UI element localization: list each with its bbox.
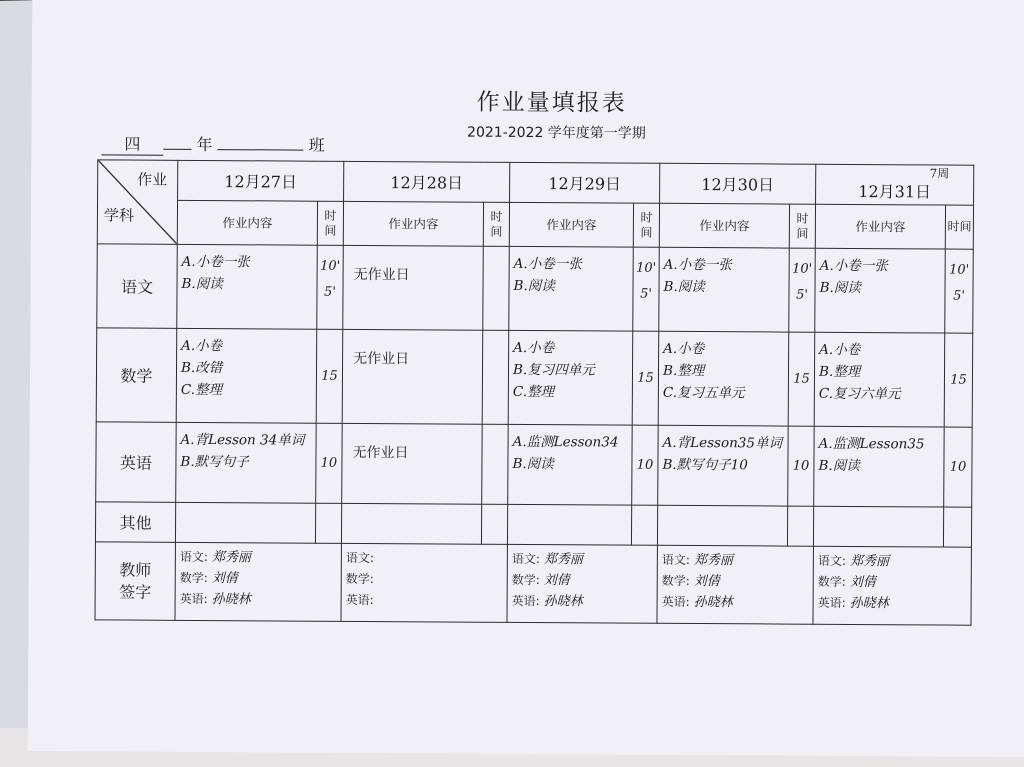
form-sheet: [28, 0, 1024, 757]
chinese-time-day-5: 10' 5': [945, 249, 974, 333]
sig-label-english: 英语:: [661, 594, 690, 609]
date-header-day-2: 12月28日: [344, 161, 510, 202]
sig-label-chinese: 语文:: [179, 549, 208, 565]
signature-cell-day-1: [175, 542, 341, 621]
other-content-day-2: [341, 503, 481, 544]
teacher-label: 教师: [119, 559, 152, 580]
other-content-day-5: [814, 506, 944, 547]
grade-field: 四: [101, 131, 163, 155]
signature-cell-day-4: [657, 545, 813, 624]
math-time-day-4: 15: [788, 332, 815, 426]
math-teacher-signature: 刘倩: [849, 574, 876, 591]
sig-label-chinese: 语文:: [511, 551, 540, 567]
sig-label-math: 数学:: [179, 570, 208, 586]
content-header: 作业内容: [177, 200, 317, 245]
sig-label-math: 数学:: [511, 572, 540, 588]
other-time-day-5: [944, 507, 972, 547]
sig-label-chinese: 语文:: [817, 553, 847, 568]
form-subtitle: 2021-2022 学年度第一学期: [467, 124, 646, 142]
subject-chinese: 语文: [97, 244, 178, 328]
math-time-day-5: 15: [944, 333, 973, 427]
math-teacher-signature: 刘倩: [211, 571, 238, 587]
time-header: 时间: [945, 205, 973, 249]
math-teacher-signature: 刘倩: [543, 573, 570, 589]
math-content-day-2: 无作业日: [342, 329, 483, 424]
math-time-day-1: 15: [316, 329, 343, 423]
other-time-day-1: [315, 503, 341, 543]
table-row-english: [96, 422, 973, 507]
grade-field-tail: [163, 149, 191, 150]
english-content-day-3: A.监测Lesson34 B.阅读: [508, 424, 632, 505]
sig-label-chinese: 语文:: [661, 552, 690, 567]
content-header: 作业内容: [509, 202, 633, 247]
chinese-content-day-1: A.小卷一张 B.阅读: [177, 244, 318, 329]
corner-homework-label: 作业: [137, 170, 168, 189]
signature-label: 签字: [119, 581, 152, 602]
class-unit: 班: [308, 135, 325, 155]
homework-table: [94, 159, 974, 625]
date-row: [98, 160, 974, 205]
time-header: 时间: [789, 204, 815, 248]
math-content-day-1: A.小卷 B.改错 C.整理: [176, 328, 317, 423]
chinese-time-day-1: 10' 5': [317, 245, 344, 329]
other-time-day-4: [787, 506, 813, 546]
english-content-day-1: A.背Lesson 34单词 B.默写句子: [176, 422, 316, 503]
chinese-teacher-signature: 郑秀丽: [543, 552, 583, 568]
class-line: [101, 131, 324, 156]
sig-label-math: 数学:: [345, 571, 374, 587]
chinese-time-day-2: [483, 246, 510, 330]
other-time-day-3: [631, 505, 657, 545]
content-header: 作业内容: [343, 201, 483, 246]
class-number-field: [218, 149, 304, 151]
other-content-day-1: [175, 502, 315, 543]
date-header-day-4: 12月30日: [660, 163, 816, 204]
other-time-day-2: [481, 504, 507, 544]
time-header: 时间: [633, 203, 659, 247]
sig-label-chinese: 语文:: [345, 550, 374, 566]
content-header: 作业内容: [659, 203, 789, 248]
corner-header: [97, 160, 178, 244]
date-header-day-5: [816, 164, 974, 205]
corner-subject-label: 学科: [103, 206, 135, 225]
date-header-day-5-text: 12月31日: [858, 182, 932, 202]
table-row-other: [95, 502, 971, 547]
english-teacher-signature: 孙晓林: [543, 594, 583, 610]
column-header-row: [97, 200, 973, 249]
time-header: 时间: [317, 201, 343, 245]
signature-cell-day-5: [813, 546, 971, 625]
english-time-day-4: 10: [788, 426, 815, 506]
subject-math: 数学: [96, 328, 177, 422]
week-number: 7周: [929, 166, 950, 181]
math-content-day-3: A.小卷 B.复习四单元 C.整理: [508, 330, 633, 425]
date-header-day-3: 12月29日: [510, 162, 660, 203]
form-title: 作业量填报表: [476, 89, 627, 117]
subject-english: 英语: [96, 422, 176, 502]
chinese-content-day-2: 无作业日: [343, 245, 484, 330]
english-teacher-signature: 孙晓林: [211, 592, 251, 608]
english-time-day-5: 10: [944, 427, 973, 507]
sig-label-english: 英语:: [817, 595, 846, 610]
grade-unit: 年: [196, 134, 213, 155]
chinese-content-day-5: A.小卷一张 B.阅读: [815, 248, 946, 333]
table-row-math: [96, 328, 973, 427]
english-time-day-3: 10: [632, 425, 659, 505]
english-content-day-4: A.背Lesson35单词 B.默写句子10: [658, 425, 788, 506]
english-teacher-signature: 孙晓林: [849, 595, 889, 612]
other-content-day-3: [507, 504, 631, 545]
english-teacher-signature: 孙晓林: [693, 595, 733, 611]
table-row-chinese: [97, 244, 974, 333]
math-time-day-3: 15: [632, 331, 659, 425]
math-teacher-signature: 刘倩: [693, 574, 720, 590]
signature-cell-day-3: [507, 544, 657, 623]
sig-label-english: 英语:: [345, 592, 374, 608]
math-content-day-5: A.小卷 B.整理 C.复习六单元: [814, 332, 945, 427]
sig-label-math: 数学:: [817, 574, 846, 589]
chinese-content-day-4: A.小卷一张 B.阅读: [659, 247, 790, 332]
table-row-teacher-signature: [95, 542, 972, 625]
teacher-signature-header: [95, 542, 175, 620]
content-header: 作业内容: [815, 204, 945, 249]
chinese-time-day-4: 10' 5': [789, 248, 816, 332]
english-content-day-2: 无作业日: [342, 423, 482, 504]
chinese-teacher-signature: 郑秀丽: [211, 550, 251, 566]
english-content-day-5: A.监测Lesson35 B.阅读: [814, 426, 944, 507]
subject-other: 其他: [95, 502, 175, 542]
chinese-content-day-3: A.小卷一张 B.阅读: [509, 246, 634, 331]
sig-label-english: 英语:: [179, 591, 208, 607]
english-time-day-1: 10: [316, 423, 343, 503]
chinese-teacher-signature: 郑秀丽: [849, 553, 890, 570]
time-header: 时间: [483, 202, 509, 246]
chinese-time-day-3: 10' 5': [633, 247, 660, 331]
sig-label-english: 英语:: [511, 593, 540, 609]
signature-cell-day-2: [341, 543, 507, 622]
date-header-day-1: 12月27日: [178, 160, 344, 201]
math-time-day-2: [482, 330, 509, 424]
other-content-day-4: [657, 505, 787, 546]
english-time-day-2: [482, 424, 509, 504]
math-content-day-4: A.小卷 B.整理 C.复习五单元: [658, 331, 789, 426]
sig-label-math: 数学:: [661, 573, 690, 588]
chinese-teacher-signature: 郑秀丽: [693, 553, 734, 569]
